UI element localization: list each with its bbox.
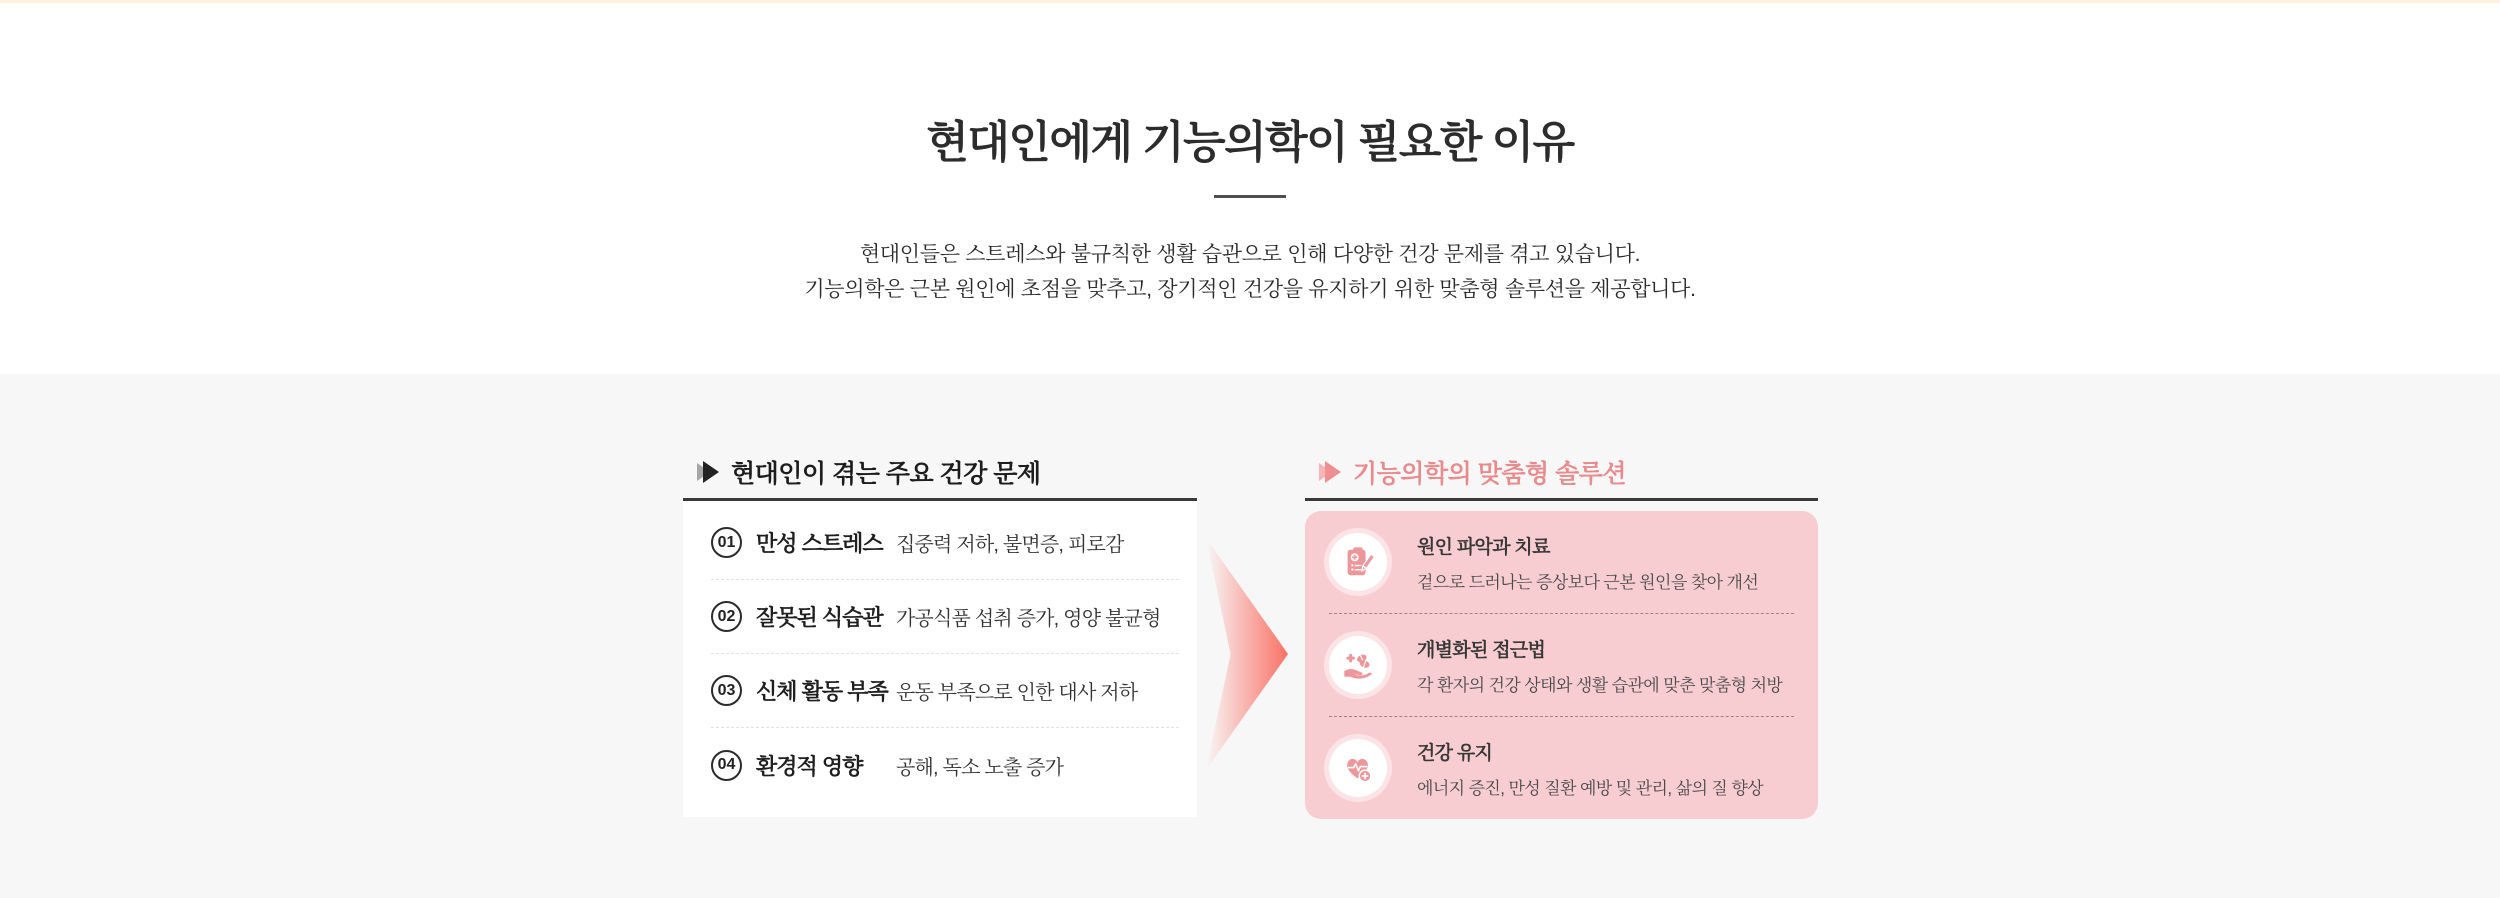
problem-label: 잘못된 식습관 [756,605,883,630]
pills-hand-icon [1329,636,1387,694]
solution-row [1329,511,1794,613]
problem-description: 가공식품 섭취 증가, 영양 불균형 [896,608,1161,630]
solution-row [1329,613,1794,716]
hero-paragraph-line2: 기능의학은 근본 원인에 초점을 맞추고, 장기적인 건강을 유지하기 위한 맞춤형 솔루션을 제공합니다. [804,278,1696,301]
page-title: 현대인에게 기능의학이 필요한 이유 [926,118,1574,167]
hero-paragraph [0,237,2500,307]
solution-title: 원인 파악과 치료 [1417,536,1550,558]
solution-description: 각 환자의 건강 상태와 생활 습관에 맞춘 맞춤형 처방 [1417,675,1783,695]
solution-text [1417,738,1763,799]
title-divider [1214,195,1286,198]
problem-row [711,506,1179,580]
problem-number-badge: 03 [711,675,742,706]
solutions-card [1305,511,1818,819]
solution-row [1329,716,1794,819]
solution-text [1417,635,1782,696]
problem-label: 만성 스트레스 [756,531,883,556]
solution-description: 겉으로 드러나는 증상보다 근본 원인을 찾아 개선 [1417,572,1759,592]
problems-list [683,501,1197,817]
top-accent-line [0,0,2500,3]
problem-row [711,580,1179,654]
solution-title: 건강 유지 [1417,742,1493,764]
double-arrow-icon [1325,461,1341,483]
problem-number-badge: 01 [711,527,742,558]
clipboard-pencil-icon [1329,533,1387,591]
problem-description: 집중력 저하, 불면증, 피로감 [896,534,1124,556]
problem-description: 공해, 독소 노출 증가 [896,756,1064,779]
solution-description: 에너지 증진, 만성 질환 예방 및 관리, 삶의 질 향상 [1417,778,1763,798]
solutions-header-label: 기능의학의 맞춤형 솔루션 [1353,460,1627,488]
problem-label: 환경적 영향 [756,753,863,779]
problem-description: 운동 부족으로 인한 대사 저하 [896,682,1138,704]
solution-text [1417,532,1758,593]
problem-number-badge: 02 [711,601,742,632]
problems-header [697,454,1041,490]
solutions-header-underline [1305,498,1818,501]
heart-pulse-icon [1329,739,1387,797]
solutions-header [1319,454,1626,490]
problem-label: 신체 활동 부족 [756,679,888,704]
problem-row [711,654,1179,728]
problem-row [711,728,1179,802]
solution-title: 개별화된 접근법 [1417,639,1546,661]
problem-number-badge: 04 [711,750,742,781]
problems-header-label: 현대인이 겪는 주요 건강 문제 [731,460,1041,488]
double-arrow-icon [703,461,719,483]
hero-paragraph-line1: 현대인들은 스트레스와 불규칙한 생활 습관으로 인해 다양한 건강 문제를 겪고 있습니다. [859,243,1641,266]
